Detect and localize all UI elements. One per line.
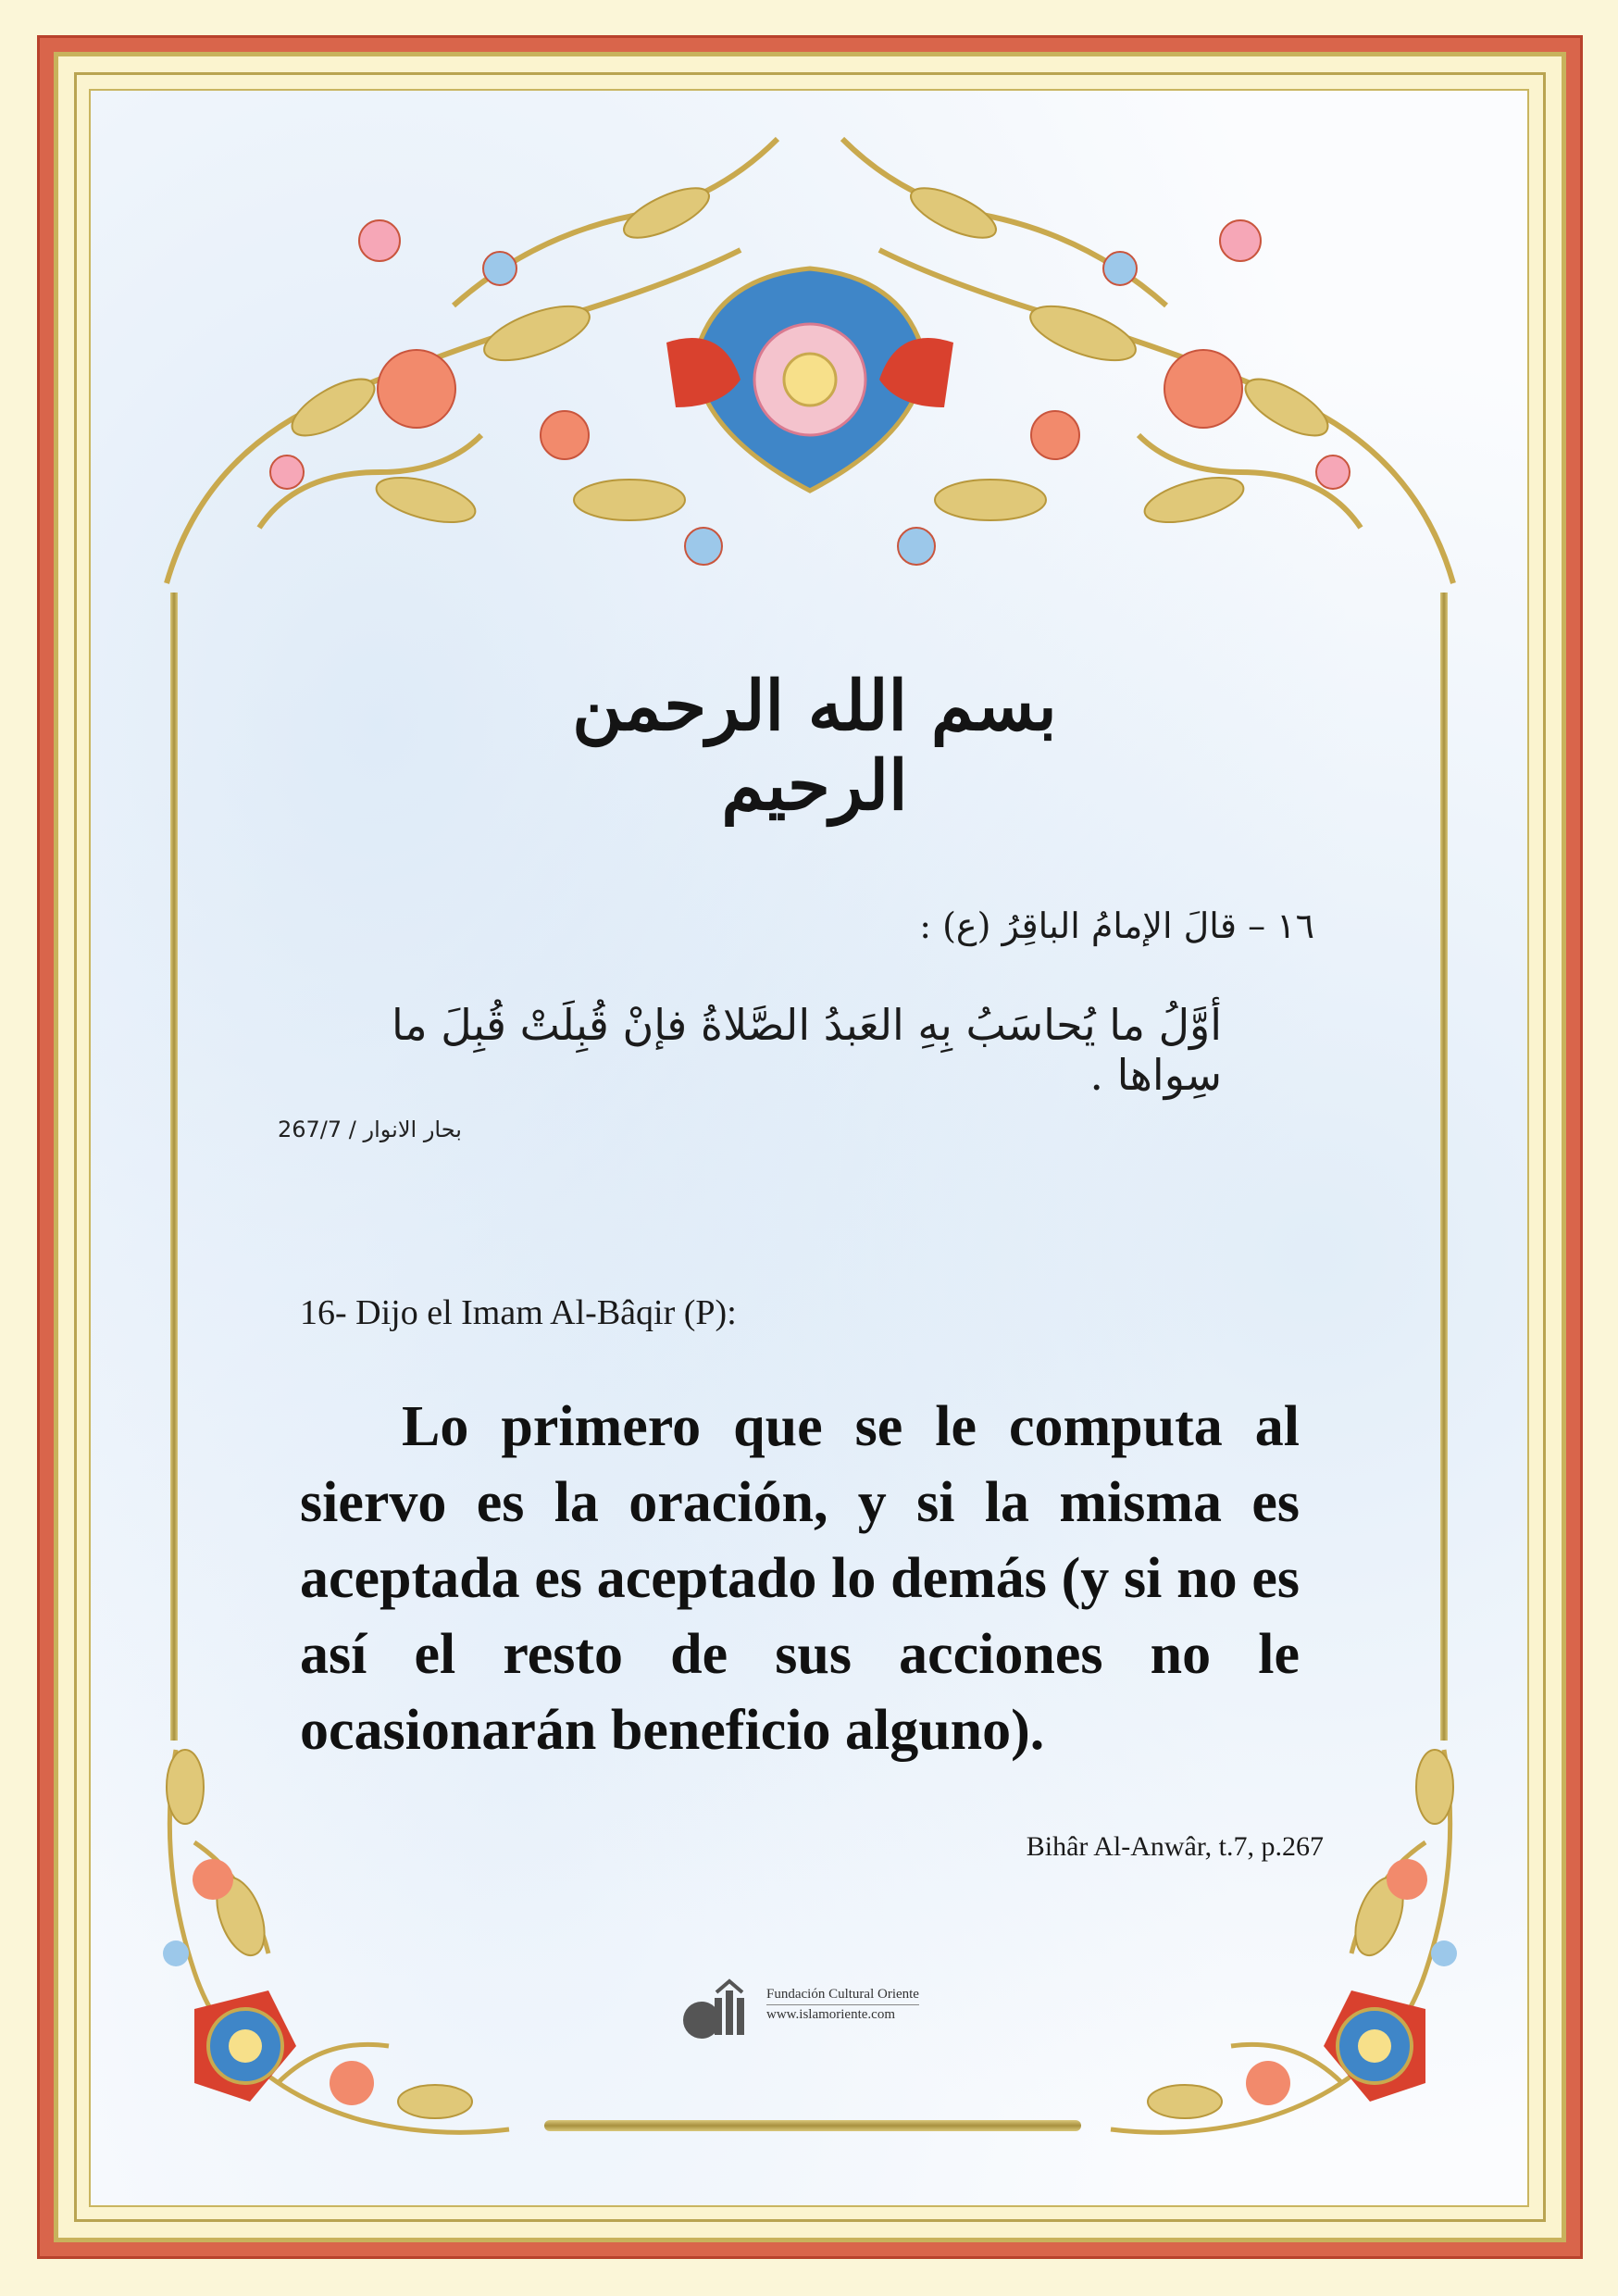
- publisher-logo: [674, 1978, 952, 2042]
- foundation-url[interactable]: www.islamoriente.com: [766, 2004, 919, 2023]
- spanish-intro: 16- Dijo el Imam Al-Bâqir (P):: [300, 1293, 737, 1332]
- top-floral-ornament: [148, 102, 1472, 620]
- foundation-logo-icon: [674, 1978, 762, 2042]
- bottom-left-floral-ornament: [139, 1731, 528, 2157]
- arabic-source: بحار الانوار / 267/7: [278, 1117, 462, 1142]
- foundation-name: Fundación Cultural Oriente: [766, 1987, 919, 2002]
- right-gold-rule: [1440, 593, 1448, 1741]
- spanish-source: Bihâr Al-Anwâr, t.7, p.267: [1026, 1831, 1324, 1862]
- arabic-hadith: أوَّلُ ما يُحاسَبُ بِهِ العَبدُ الصَّلاةُ فإنْ قُبِلَتْ قُبِلَ ما سِواها .: [391, 1000, 1222, 1100]
- arabic-intro: ١٦ – قالَ الإمامُ الباقِرُ (ع) :: [919, 905, 1314, 946]
- basmala-calligraphy: بسم الله الرحمن الرحيم: [572, 667, 1057, 826]
- left-gold-rule: [170, 593, 178, 1741]
- bottom-right-floral-ornament: [1092, 1731, 1481, 2157]
- spanish-hadith: Lo primero que se le computa al siervo es la oración, y si la misma es aceptada es aceptado lo demás (y si no es así el resto de sus acciones no le ocasionarán beneficio alguno).: [300, 1395, 1300, 1762]
- bottom-gold-rule: [544, 2120, 1081, 2131]
